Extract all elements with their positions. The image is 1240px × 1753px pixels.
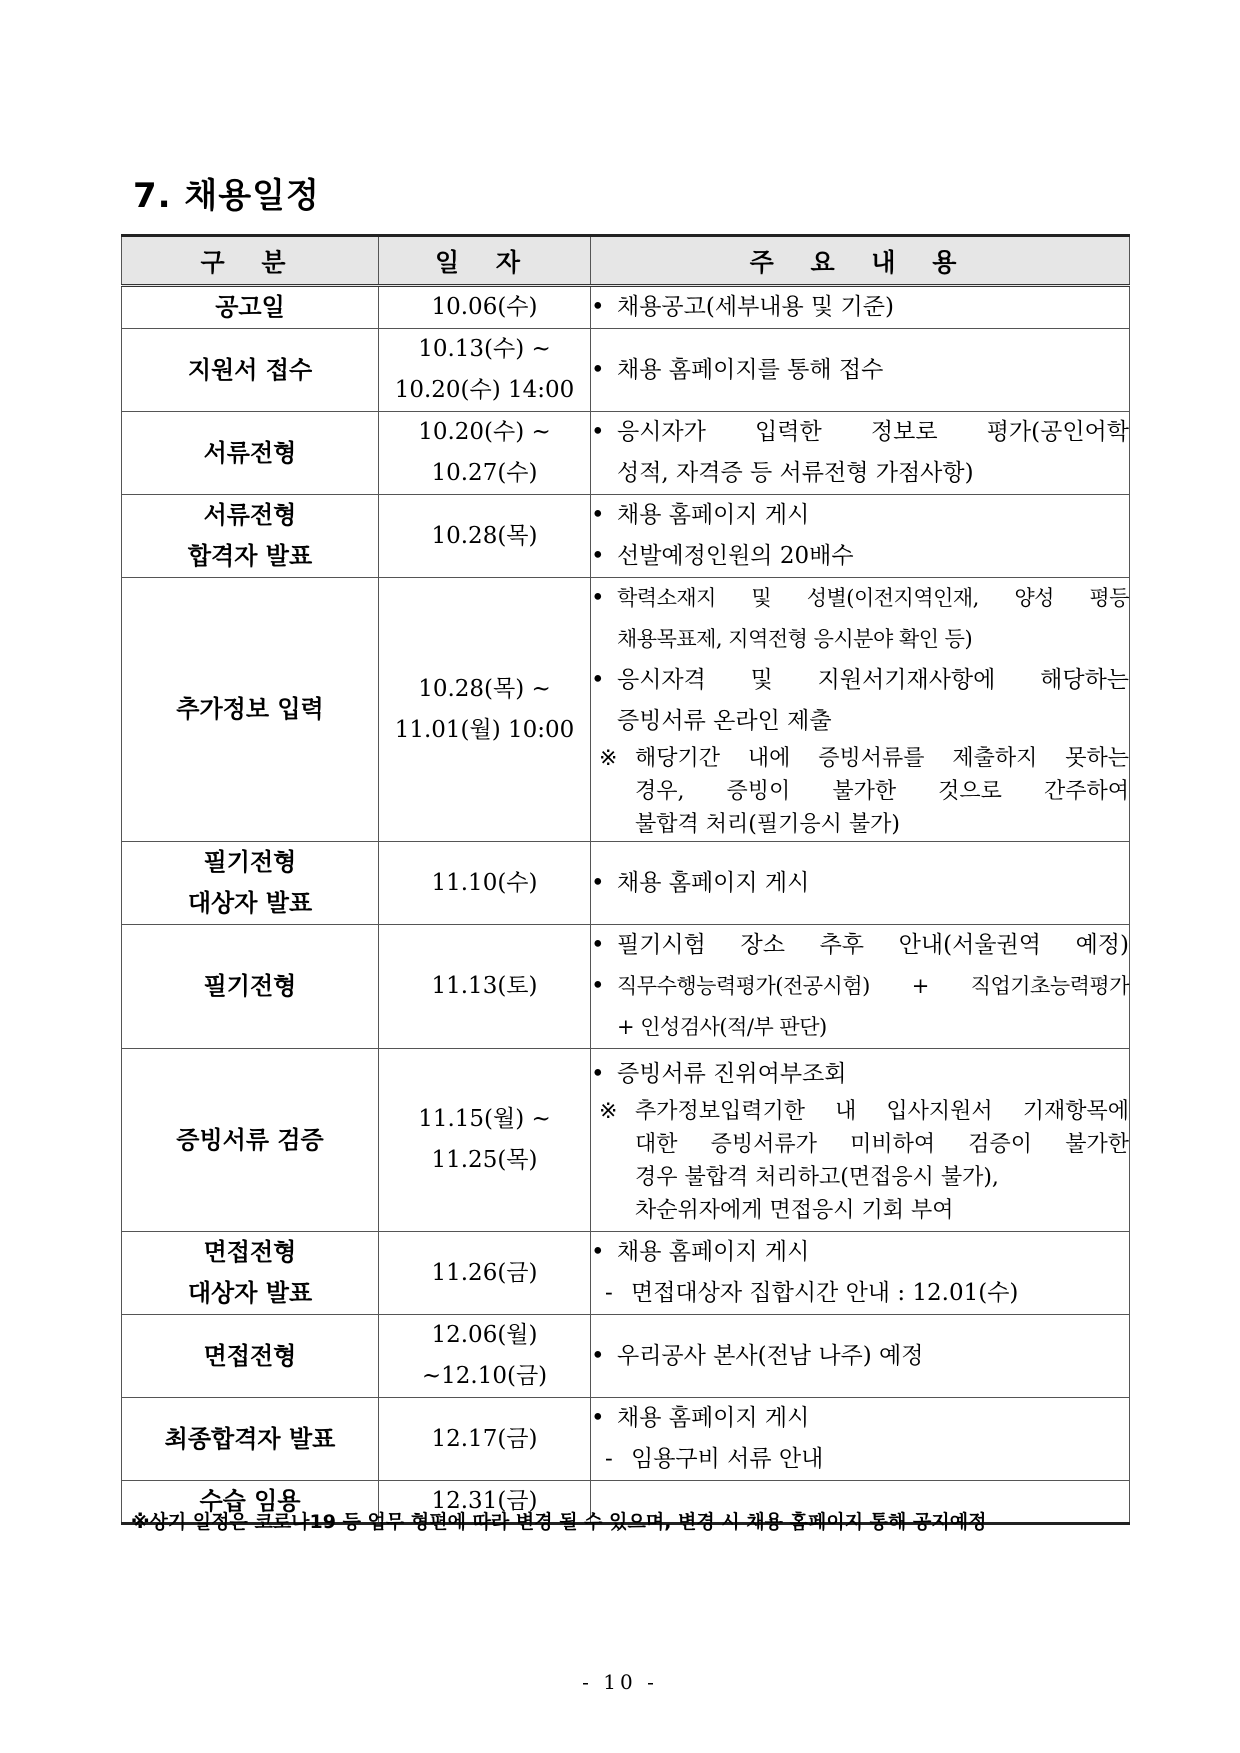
footnote: ※상기 일정은 코로나19 등 업무 형편에 따라 변경 될 수 있으며, 변경 시 채용 홈페이지 통해 공지예정 xyxy=(131,1511,987,1533)
note-text: 차순위자에게 면접응시 기회 부여 xyxy=(635,1197,954,1223)
content-cell xyxy=(591,925,1130,1049)
content-item: 응시자격 및 지원서기재사항에 해당하는 xyxy=(617,667,1129,693)
date-line: 11.13(토) xyxy=(431,973,538,999)
content-item: 채용 홈페이지 게시 xyxy=(617,1239,810,1265)
schedule-table xyxy=(121,234,1130,1525)
date-cell xyxy=(379,925,591,1049)
date-line: 11.26(금) xyxy=(431,1259,538,1286)
content-item: 직무수행능력평가(전공시험) + 직업기초능력평가 xyxy=(617,974,1129,998)
date-cell xyxy=(379,842,591,925)
table-row xyxy=(122,329,1130,412)
category-line: 서류전형 xyxy=(203,501,297,529)
category-line: 서류전형 xyxy=(203,438,297,467)
bullet-icon: • xyxy=(591,543,605,569)
content-cell xyxy=(591,1049,1130,1232)
category-cell xyxy=(122,1049,379,1232)
bullet-icon: • xyxy=(591,356,605,383)
category-line: 면접전형 xyxy=(203,1238,297,1266)
date-line: 10.28(목) ~ xyxy=(418,675,551,702)
sub-item: 임용구비 서류 안내 xyxy=(631,1446,824,1472)
bullet-icon: • xyxy=(591,667,605,693)
table-header-row xyxy=(122,236,1130,286)
bullet-icon: • xyxy=(591,1342,605,1369)
date-line: 12.17(금) xyxy=(431,1425,538,1452)
date-line: 12.06(월) xyxy=(431,1322,538,1348)
table-row xyxy=(122,412,1130,495)
date-cell xyxy=(379,578,591,842)
category-line: 수습 임용 xyxy=(199,1487,301,1515)
content-item: 채용공고(세부내용 및 기준) xyxy=(617,294,894,320)
content-item-continued: + 인성검사(적/부 판단) xyxy=(617,1015,827,1039)
date-line: 12.31(금) xyxy=(431,1488,538,1514)
category-cell xyxy=(122,1315,379,1398)
bullet-icon: • xyxy=(591,1405,605,1431)
bullet-icon: • xyxy=(591,1060,605,1087)
date-cell xyxy=(379,1315,591,1398)
note-text: 불합격 처리(필기응시 불가) xyxy=(635,812,900,837)
date-line: 10.28(목) xyxy=(431,522,538,549)
bullet-icon: • xyxy=(591,502,605,528)
bullet-icon: • xyxy=(591,419,605,445)
note-text: 대한 증빙서류가 미비하여 검증이 불가한 xyxy=(635,1131,1129,1157)
note-text: 해당기간 내에 증빙서류를 제출하지 못하는 xyxy=(635,746,1129,771)
content-cell xyxy=(591,495,1130,578)
table-row xyxy=(122,1232,1130,1315)
content-cell xyxy=(591,1315,1130,1398)
content-item: 학력소재지 및 성별(이전지역인재, 양성 평등 xyxy=(617,586,1129,610)
content-item: 채용 홈페이지 게시 xyxy=(617,1405,810,1431)
content-item-continued: 증빙서류 온라인 제출 xyxy=(617,708,832,734)
date-cell xyxy=(379,1049,591,1232)
date-cell xyxy=(379,286,591,329)
dash-icon: - xyxy=(605,1446,613,1472)
table-row xyxy=(122,1315,1130,1398)
category-line: 지원서 접수 xyxy=(187,355,313,384)
page-number: - 10 - xyxy=(582,1670,658,1694)
category-cell xyxy=(122,412,379,495)
note-text: 경우 불합격 처리하고(면접응시 불가), xyxy=(635,1164,999,1190)
content-item: 우리공사 본사(전남 나주) 예정 xyxy=(617,1342,924,1369)
date-line: 11.10(수) xyxy=(431,869,538,896)
content-cell xyxy=(591,842,1130,925)
category-cell xyxy=(122,329,379,412)
date-cell xyxy=(379,1398,591,1481)
category-line: 대상자 발표 xyxy=(187,1279,313,1307)
category-line: 합격자 발표 xyxy=(187,542,313,570)
content-item-continued: 성적, 자격증 등 서류전형 가점사항) xyxy=(617,460,974,486)
content-item: 채용 홈페이지 게시 xyxy=(617,502,810,528)
content-cell xyxy=(591,286,1130,329)
category-cell xyxy=(122,842,379,925)
category-line: 면접전형 xyxy=(203,1341,297,1370)
content-cell xyxy=(591,1232,1130,1315)
bullet-icon: • xyxy=(591,294,605,320)
category-line: 추가정보 입력 xyxy=(176,695,324,723)
date-line: 10.06(수) xyxy=(431,294,538,320)
table-row xyxy=(122,1398,1130,1481)
header-date: 일 자 xyxy=(379,236,591,286)
header-content: 주 요 내 용 xyxy=(591,236,1130,286)
content-item: 채용 홈페이지 게시 xyxy=(617,869,810,896)
content-item-continued: 채용목표제, 지역전형 응시분야 확인 등) xyxy=(617,627,973,651)
date-line: 11.25(목) xyxy=(431,1147,538,1173)
note-mark-icon: ※ xyxy=(599,746,618,771)
table-row xyxy=(122,1049,1130,1232)
date-line: 10.20(수) 14:00 xyxy=(394,377,575,403)
table-row xyxy=(122,578,1130,842)
bullet-icon: • xyxy=(591,585,605,611)
date-cell xyxy=(379,412,591,495)
category-cell xyxy=(122,1232,379,1315)
note-text: 추가정보입력기한 내 입사지원서 기재항목에 xyxy=(635,1098,1129,1124)
table-row xyxy=(122,842,1130,925)
category-line: 대상자 발표 xyxy=(187,889,313,917)
bullet-icon: • xyxy=(591,932,605,958)
bullet-icon: • xyxy=(591,1239,605,1265)
note-mark-icon: ※ xyxy=(599,1098,618,1124)
category-cell xyxy=(122,578,379,842)
date-cell xyxy=(379,495,591,578)
date-line: 10.13(수) ~ xyxy=(418,336,551,362)
category-line: 최종합격자 발표 xyxy=(164,1424,336,1453)
date-line: 11.15(월) ~ xyxy=(418,1106,551,1132)
sub-item: 면접대상자 집합시간 안내 : 12.01(수) xyxy=(631,1280,1019,1306)
section-title: 7. 채용일정 xyxy=(133,176,320,216)
content-cell xyxy=(591,1398,1130,1481)
category-line: 필기전형 xyxy=(203,848,297,876)
content-cell xyxy=(591,578,1130,842)
date-line: 10.27(수) xyxy=(431,460,538,486)
content-item: 채용 홈페이지를 통해 접수 xyxy=(617,356,884,383)
date-cell xyxy=(379,329,591,412)
content-item: 선발예정인원의 20배수 xyxy=(617,543,854,569)
category-line: 공고일 xyxy=(215,293,285,321)
content-cell xyxy=(591,329,1130,412)
table-row xyxy=(122,925,1130,1049)
category-line: 필기전형 xyxy=(203,972,297,1000)
date-line: ~12.10(금) xyxy=(421,1363,548,1389)
bullet-icon: • xyxy=(591,869,605,896)
date-line: 11.01(월) 10:00 xyxy=(394,716,575,743)
category-cell xyxy=(122,925,379,1049)
bullet-icon: • xyxy=(591,973,605,999)
dash-icon: - xyxy=(605,1280,613,1306)
date-cell xyxy=(379,1232,591,1315)
category-cell xyxy=(122,1398,379,1481)
content-cell xyxy=(591,412,1130,495)
note-text: 경우, 증빙이 불가한 것으로 간주하여 xyxy=(635,779,1129,804)
date-line: 10.20(수) ~ xyxy=(418,419,551,445)
category-cell xyxy=(122,286,379,329)
header-category: 구 분 xyxy=(122,236,379,286)
table-row xyxy=(122,286,1130,329)
content-item: 응시자가 입력한 정보로 평가(공인어학 xyxy=(617,419,1129,445)
table-row xyxy=(122,495,1130,578)
content-item: 필기시험 장소 추후 안내(서울권역 예정) xyxy=(617,932,1129,958)
category-cell xyxy=(122,495,379,578)
category-line: 증빙서류 검증 xyxy=(176,1125,324,1154)
content-item: 증빙서류 진위여부조회 xyxy=(617,1060,847,1087)
